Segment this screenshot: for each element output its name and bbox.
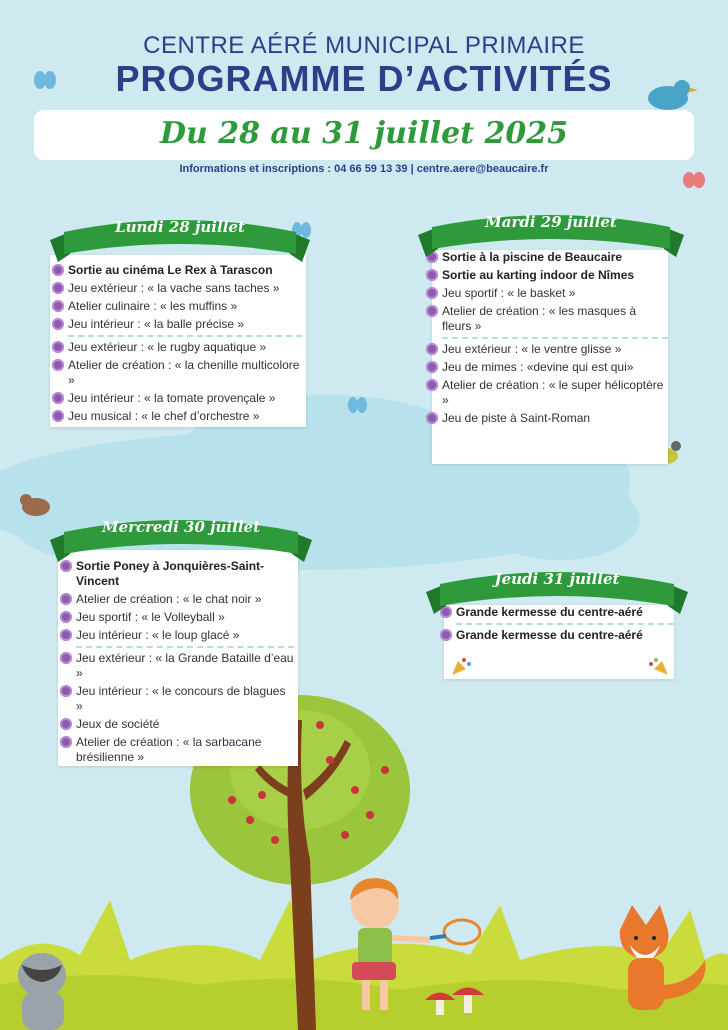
activity-item: Atelier de création : « les masques à fleurs » [426,304,668,334]
flower-bullet-icon [60,736,72,748]
activity-item: Atelier de création : « la sarbacane brésilienne » [60,735,294,765]
activity-item: Atelier de création : « le chat noir » [60,592,294,607]
day-card-tuesday [432,250,668,464]
day-card-thursday [444,605,674,679]
activity-item: Jeu musical : « le chef d’orchestre » [52,409,302,424]
separator [442,337,668,339]
activity-item: Jeu extérieur : « le ventre glisse » [426,342,668,357]
date-range: Du 28 au 31 juillet 2025 [159,116,569,151]
flower-bullet-icon [426,305,438,317]
day-label: Mercredi 30 juillet [101,518,261,536]
separator [456,623,674,625]
flower-bullet-icon [52,264,64,276]
activity-item: Sortie Poney à Jonquières-Saint-Vincent [60,559,294,589]
separator [68,335,302,337]
flower-bullet-icon [60,685,72,697]
day-card-wednesday [58,550,298,766]
day-ribbon-thursday [426,562,688,614]
activity-item: Jeu intérieur : « le concours de blagues » [60,684,294,714]
day-card-monday [50,255,306,427]
day-ribbon-tuesday [418,207,684,259]
flower-bullet-icon [426,287,438,299]
flower-bullet-icon [52,392,64,404]
flower-bullet-icon [52,359,64,371]
activity-item: Jeu extérieur : « la Grande Bataille d’eau » [60,651,294,681]
flower-bullet-icon [52,318,64,330]
flower-bullet-icon [52,410,64,422]
flower-bullet-icon [60,629,72,641]
activity-item: Atelier culinaire : « les muffins » [52,299,302,314]
flower-bullet-icon [60,718,72,730]
flower-bullet-icon [52,341,64,353]
day-label: Mardi 29 juillet [485,213,617,231]
flower-bullet-icon [426,343,438,355]
flower-bullet-icon [426,412,438,424]
header-subtitle: CENTRE AÉRÉ MUNICIPAL PRIMAIRE [143,32,585,59]
party-popper-icon [450,655,472,677]
day-label: Jeudi 31 juillet [494,570,620,588]
activity-item: Jeux de société [60,717,294,732]
day-label: Lundi 28 juillet [115,218,245,236]
activity-item: Grande kermesse du centre-aéré [440,628,674,643]
activity-item: Sortie à la piscine de Beaucaire [426,250,668,265]
flower-bullet-icon [60,652,72,664]
party-popper-icon [648,655,670,677]
activity-item: Sortie au karting indoor de Nîmes [426,268,668,283]
page-title: PROGRAMME D’ACTIVITÉS [115,58,613,99]
separator [76,646,294,648]
activity-item: Jeu de mimes : «devine qui est qui» [426,360,668,375]
activity-item: Jeu intérieur : « la balle précise » [52,317,302,332]
contact-info: Informations et inscriptions : 04 66 59 13 39 | centre.aere@beaucaire.fr [179,163,549,175]
activity-item: Jeu intérieur : « le loup glacé » [60,628,294,643]
activity-item: Jeu sportif : « le basket » [426,286,668,301]
date-banner [34,110,694,160]
flower-bullet-icon [60,611,72,623]
activity-item: Atelier de création : « la chenille multicolore » [52,358,302,388]
activity-item: Jeu sportif : « le Volleyball » [60,610,294,625]
activity-item: Jeu de piste à Saint-Roman [426,411,668,426]
activity-item: Sortie au cinéma Le Rex à Tarascon [52,263,302,278]
flower-bullet-icon [440,629,452,641]
flower-bullet-icon [52,300,64,312]
flower-bullet-icon [52,282,64,294]
flower-bullet-icon [426,361,438,373]
activity-item: Grande kermesse du centre-aéré [440,605,674,620]
activity-item: Jeu intérieur : « la tomate provençale » [52,391,302,406]
activity-item: Atelier de création : « le super hélicoptère » [426,378,668,408]
activity-item: Jeu extérieur : « la vache sans taches » [52,281,302,296]
flower-bullet-icon [426,379,438,391]
day-ribbon-wednesday [50,510,312,562]
day-ribbon-monday [50,210,310,262]
flower-bullet-icon [426,269,438,281]
activity-item: Jeu extérieur : « le rugby aquatique » [52,340,302,355]
flower-bullet-icon [60,593,72,605]
